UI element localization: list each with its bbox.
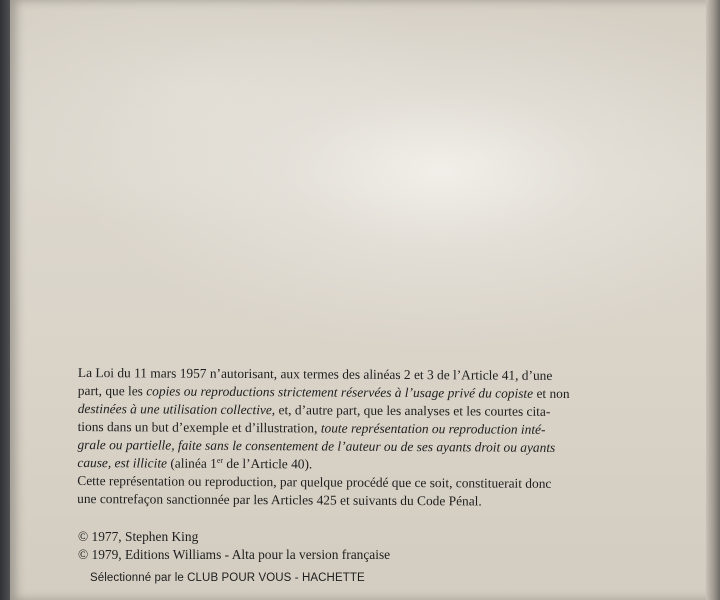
legal-line-8: une contrefaçon sanctionnée par les Articles 425 et suivants du Code Pénal. [77, 490, 482, 509]
legal-line-5: grale ou partielle, faite sans le consentement de l’auteur ou de ses ayants droit ou ayants [77, 436, 556, 455]
legal-line-7: Cette représentation ou reproduction, par quelque procédé que ce soit, constituerait donc [77, 472, 552, 491]
legal-line-2: part, que les copies ou reproductions strictement réservées à l’usage privé du copiste et non [77, 382, 570, 402]
legal-line-1: La Loi du 11 mars 1957 n’autorisant, aux termes des alinéas 2 et 3 de l’Article 41, d’une [77, 364, 553, 383]
legal-notice [77, 364, 678, 512]
legal-line-6: cause, est illicite (alinéa 1er de l’Article 40). [77, 454, 313, 472]
legal-line-3: destinées à une utilisation collective, et, d’autre part, que les analyses et les courtes cita- [77, 400, 551, 419]
copyright-block [78, 528, 390, 564]
copyright-translation: © 1979, Editions Williams - Alta pour la version française [78, 547, 391, 562]
club-selection-line: Sélectionné par le CLUB POUR VOUS - HACHETTE [90, 572, 365, 584]
copyright-author: © 1977, Stephen King [78, 529, 199, 544]
page-stack-edge [706, 0, 720, 600]
legal-line-4: tions dans un but d’exemple et d’illustration, toute représentation ou reproduction inté- [77, 418, 546, 437]
